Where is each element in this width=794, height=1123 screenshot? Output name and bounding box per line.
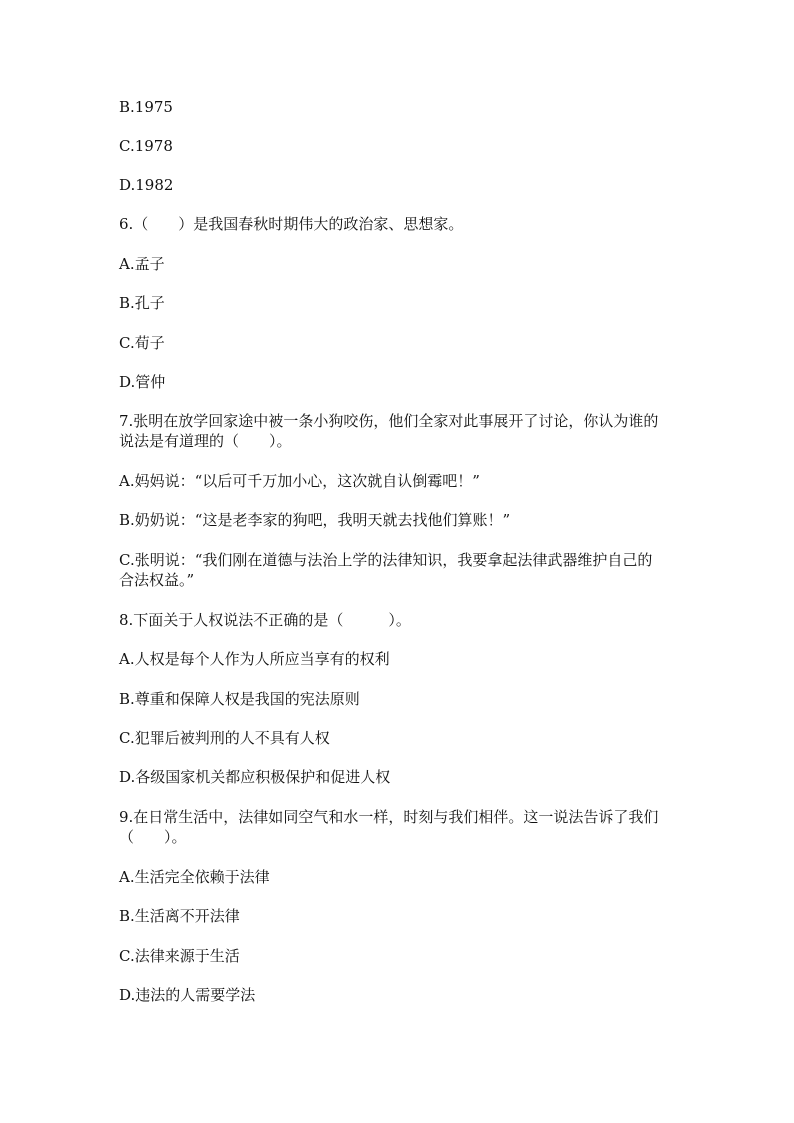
q9-option-d: D.违法的人需要学法 bbox=[119, 986, 256, 1004]
q6-stem: 6.（ ）是我国春秋时期伟大的政治家、思想家。 bbox=[119, 215, 464, 233]
q5-option-c: C.1978 bbox=[119, 137, 173, 155]
q8-option-c: C.犯罪后被判刑的人不具有人权 bbox=[119, 729, 330, 747]
q7-option-a: A.妈妈说：“以后可千万加小心，这次就自认倒霉吧！” bbox=[119, 472, 480, 490]
q5-option-d: D.1982 bbox=[119, 176, 174, 194]
q5-option-b: B.1975 bbox=[119, 98, 173, 116]
q7-option-b: B.奶奶说：“这是老李家的狗吧，我明天就去找他们算账！” bbox=[119, 511, 511, 529]
q9-option-c: C.法律来源于生活 bbox=[119, 947, 240, 965]
q9-stem: 9.在日常生活中，法律如同空气和水一样，时刻与我们相伴。这一说法告诉了我们（ ）。 bbox=[119, 808, 659, 846]
q8-stem: 8.下面关于人权说法不正确的是（ ）。 bbox=[119, 611, 411, 629]
q6-option-c: C.荀子 bbox=[119, 334, 165, 352]
q6-option-b: B.孔子 bbox=[119, 294, 165, 312]
q9-option-a: A.生活完全依赖于法律 bbox=[119, 868, 270, 886]
q6-option-d: D.管仲 bbox=[119, 373, 166, 391]
q8-option-b: B.尊重和保障人权是我国的宪法原则 bbox=[119, 690, 360, 708]
q8-option-a: A.人权是每个人作为人所应当享有的权利 bbox=[119, 650, 390, 668]
q7-stem: 7.张明在放学回家途中被一条小狗咬伤，他们全家对此事展开了讨论，你认为谁的说法是有道理的（ ）。 bbox=[119, 412, 659, 450]
q7-option-c: C.张明说：“我们刚在道德与法治上学的法律知识，我要拿起法律武器维护自己的合法权益。” bbox=[119, 551, 653, 589]
q8-option-d: D.各级国家机关都应积极保护和促进人权 bbox=[119, 768, 391, 786]
q9-option-b: B.生活离不开法律 bbox=[119, 907, 240, 925]
q6-option-a: A.孟子 bbox=[119, 255, 165, 273]
